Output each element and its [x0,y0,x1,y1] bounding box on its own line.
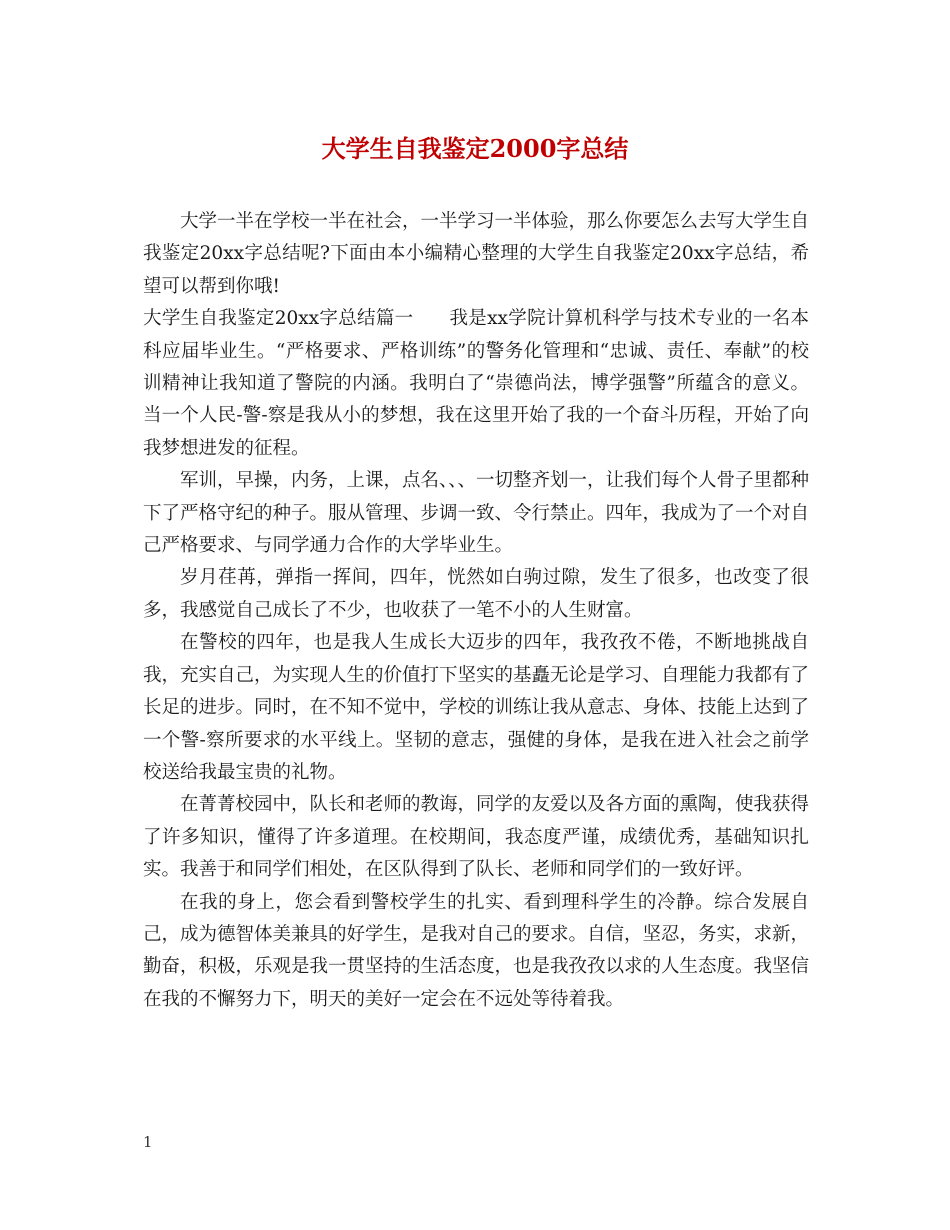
intro-paragraph: 大学一半在学校一半在社会，一半学习一半体验，那么你要怎么去写大学生自我鉴定20xx字总结呢?下面由本小编精心整理的大学生自我鉴定20xx字总结，希望可以帮到你哦! [143,211,810,297]
body-paragraph: 岁月荏苒，弹指一挥间，四年，恍然如白驹过隙，发生了很多，也改变了很多，我感觉自己成长了不少，也收获了一笔不小的人生财富。 [143,567,809,621]
section-paragraph [143,303,809,465]
body-paragraph: 在菁菁校园中，队长和老师的教诲，同学的友爱以及各方面的熏陶，使我获得了许多知识，懂得了许多道理。在校期间，我态度严谨，成绩优秀，基础知识扎实。我善于和同学们相处，在区队得到了队长、老师和同学们的一致好评。 [143,794,810,881]
body-paragraph: 在我的身上，您会看到警校学生的扎实、看到理科学生的冷静。综合发展自己，成为德智体美兼具的好学生，是我对自己的要求。自信，坚忍，务实，求新，勤奋，积极，乐观是我一贯坚持的生活态度，也是我孜孜以求的人生态度。我坚信在我的不懈努力下，明天的美好一定会在不远处等待着我。 [143,891,810,1010]
body-paragraph: 军训，早操，内务，上课，点名、、、一切整齐划一，让我们每个人骨子里都种下了严格守纪的种子。服从管理、步调一致、令行禁止。四年，我成为了一个对自己严格要求、与同学通力合作的大学毕业生。 [143,470,810,557]
document-title: 大学生自我鉴定2000字总结 [321,134,629,163]
section-first-text: 我是xx学院计算机科学与技术专业的一名本科应届毕业生。“严格要求、严格训练”的警务化管理和“忠诚、责任、奉献”的校训精神让我知道了警院的内涵。我明白了“崇德尚法，博学强警”所蕴含的意义。当一个人民-警-察是我从小的梦想，我在这里开始了我的一个奋斗历程，开始了向我梦想进发的征程。 [143,308,809,459]
document-body [143,206,809,1016]
section-heading: 大学生自我鉴定20xx字总结篇一 [143,308,414,330]
page-number: 1 [143,1133,153,1151]
body-paragraph: 在警校的四年，也是我人生成长大迈步的四年，我孜孜不倦，不断地挑战自我，充实自己，为实现人生的价值打下坚实的基矗无论是学习、自理能力我都有了长足的进步。同时，在不知不觉中，学校的训练让我从意志、身体、技能上达到了一个警-察所要求的水平线上。坚韧的意志，强健的身体，是我在进入社会之前学校送给我最宝贵的礼物。 [143,632,810,783]
